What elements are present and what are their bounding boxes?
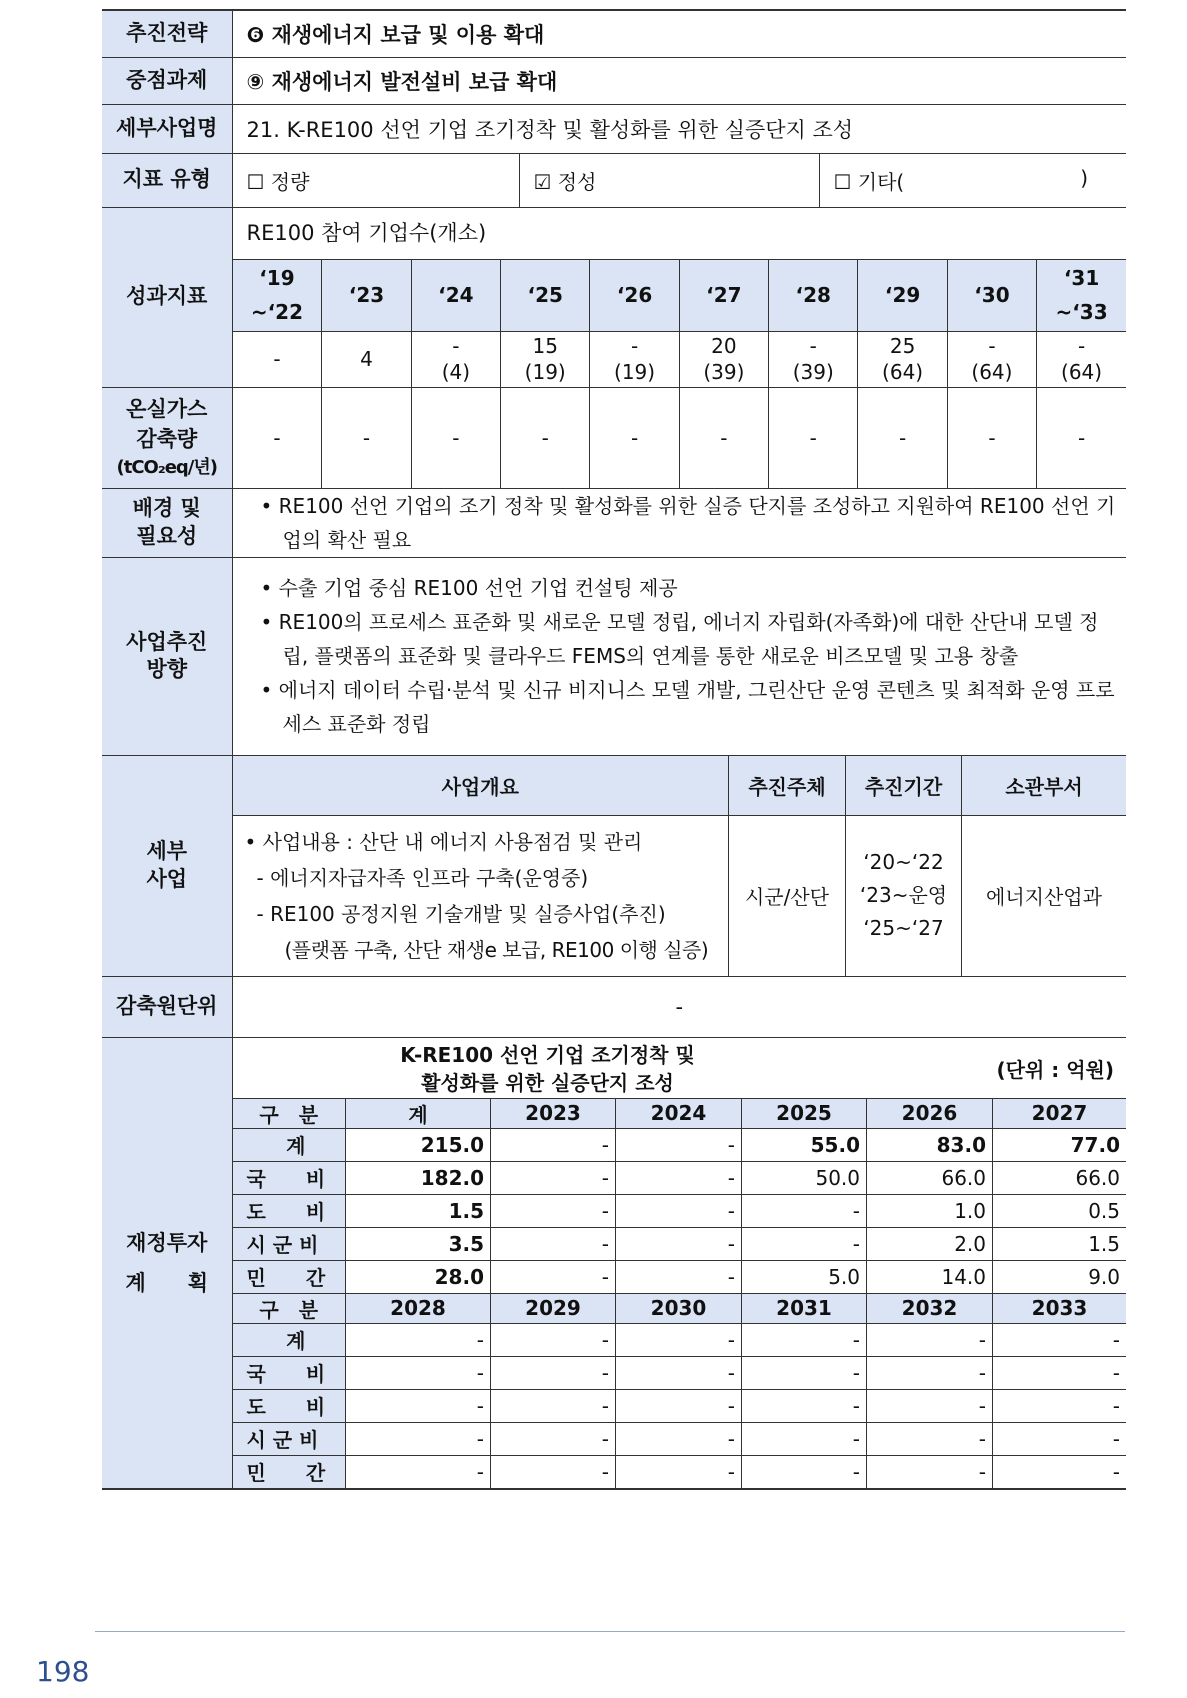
ghg-value: - [411, 388, 500, 488]
background-label-line2: 필요성 [136, 523, 198, 548]
performance-value-cumulative: (39) [703, 360, 745, 385]
performance-value-annual: 25 [889, 334, 916, 359]
performance-year: ‘26 [590, 260, 679, 332]
finance-row-label: 도 비 [233, 1389, 346, 1422]
finance-row-label: 시 군 비 [233, 1227, 346, 1260]
performance-value-cumulative: (64) [971, 360, 1013, 385]
project-sheet [102, 9, 1126, 1490]
performance-year: ‘30 [947, 260, 1036, 332]
finance-cell: 182.0 [346, 1161, 491, 1194]
ghg-value: - [1037, 388, 1126, 488]
finance-cell: - [616, 1389, 742, 1422]
finance-cell: - [346, 1356, 491, 1389]
finance-header-cell: 2024 [616, 1099, 742, 1129]
detail-period-line: ‘20~‘22 [863, 850, 944, 875]
finance-row-label: 계 [233, 1128, 346, 1161]
indicator-option-other [819, 154, 1126, 207]
finance-cell: - [491, 1128, 616, 1161]
finance-cell: - [742, 1422, 867, 1455]
page-number: 198 [36, 1655, 90, 1688]
performance-value-annual: - [1077, 334, 1086, 359]
finance-cell: - [867, 1323, 993, 1356]
finance-header-cell: 구 분 [233, 1099, 346, 1129]
direction-label-line1: 사업추진 [126, 629, 208, 654]
finance-cell: 5.0 [742, 1260, 867, 1293]
detail-period-line: ‘25~‘27 [863, 916, 944, 941]
ghg-value: - [947, 388, 1036, 488]
finance-cell: 1.5 [993, 1227, 1127, 1260]
finance-cell: - [346, 1323, 491, 1356]
ghg-label-line2: 감축량 [136, 427, 198, 452]
finance-header-cell: 2033 [993, 1293, 1127, 1323]
finance-cell: - [742, 1389, 867, 1422]
finance-cell: 83.0 [867, 1128, 993, 1161]
finance-cell: - [742, 1323, 867, 1356]
finance-cell: 1.0 [867, 1194, 993, 1227]
detail-label-line1: 세부 [146, 839, 188, 864]
finance-cell: - [993, 1455, 1127, 1488]
direction-label [102, 557, 232, 755]
performance-value-cumulative: (64) [882, 360, 924, 385]
project-row [102, 104, 1126, 153]
finance-header-cell: 2026 [867, 1099, 993, 1129]
finance-cell: - [616, 1455, 742, 1488]
finance-title-line1: K-RE100 선언 기업 조기정착 및 [400, 1042, 695, 1067]
project-table [102, 9, 1126, 1490]
finance-cell: - [491, 1422, 616, 1455]
indicator-option-other-label: ☐ 기타( [833, 169, 905, 194]
performance-value-annual: - [630, 334, 639, 359]
footer-divider [95, 1631, 1125, 1632]
reduction-unit-label: 감축원단위 [102, 976, 232, 1037]
detail-header-entity: 추진주체 [729, 756, 846, 816]
finance-header-cell: 2031 [742, 1293, 867, 1323]
performance-value-annual: 4 [360, 347, 373, 372]
performance-value [769, 332, 858, 387]
ghg-value: - [501, 388, 590, 488]
finance-cell: - [491, 1356, 616, 1389]
finance-row [102, 1037, 1126, 1489]
performance-year: ‘27 [679, 260, 768, 332]
direction-label-line2: 방향 [146, 657, 188, 681]
performance-value-annual: - [273, 347, 281, 372]
indicator-option-quantitative: ☐ 정량 [233, 154, 520, 207]
detail-overview-line: • 사업내용 : 산단 내 에너지 사용점검 및 관리 [244, 829, 643, 854]
finance-cell: 77.0 [993, 1128, 1127, 1161]
background-label-line1: 배경 및 [132, 496, 201, 521]
finance-cell: - [616, 1161, 742, 1194]
performance-value [947, 332, 1036, 387]
finance-header-cell: 2027 [993, 1099, 1127, 1129]
performance-value-annual: 20 [711, 334, 737, 359]
ghg-value: - [769, 388, 858, 488]
finance-cell: - [616, 1260, 742, 1293]
finance-cell: - [491, 1389, 616, 1422]
performance-year: ‘31 ~‘33 [1037, 260, 1126, 332]
finance-cell: - [993, 1356, 1127, 1389]
finance-cell: 28.0 [346, 1260, 491, 1293]
finance-header-row [233, 1099, 1127, 1129]
finance-cell: - [616, 1422, 742, 1455]
finance-label-line1: 재정투자 [126, 1230, 208, 1255]
strategy-value: ❻ 재생에너지 보급 및 이용 확대 [232, 10, 1126, 57]
finance-header-cell: 2029 [491, 1293, 616, 1323]
performance-value [679, 332, 768, 387]
ghg-value: - [322, 388, 411, 488]
project-value: 21. K-RE100 선언 기업 조기정착 및 활성화를 위한 실증단지 조성 [232, 104, 1126, 153]
finance-row-label: 민 간 [233, 1455, 346, 1488]
project-label: 세부사업명 [102, 104, 232, 153]
direction-row [102, 557, 1126, 755]
indicator-option-other-close: ) [1080, 165, 1088, 190]
performance-value [1037, 332, 1126, 387]
finance-cell: - [491, 1194, 616, 1227]
indicator-type-row [102, 153, 1126, 207]
finance-cell: - [616, 1323, 742, 1356]
finance-cell: - [993, 1323, 1127, 1356]
performance-value [858, 332, 947, 387]
detail-overview-line: (플랫폼 구축, 산단 재생e 보급, RE100 이행 실증) [284, 937, 709, 962]
finance-cell: 50.0 [742, 1161, 867, 1194]
background-item: • RE100 선언 기업의 조기 정착 및 활성화를 위한 실증 단지를 조성하고 지원하여 RE100 선언 기업의 확산 필요 [260, 493, 1116, 552]
finance-row-label: 국 비 [233, 1356, 346, 1389]
performance-table [233, 260, 1127, 387]
finance-cell: - [867, 1389, 993, 1422]
finance-cell: 9.0 [993, 1260, 1127, 1293]
strategy-label: 추진전략 [102, 10, 232, 57]
finance-header-cell: 2030 [616, 1293, 742, 1323]
finance-row [233, 1227, 1127, 1260]
finance-unit: (단위 : 억원) [996, 1057, 1114, 1082]
performance-value [233, 332, 322, 387]
finance-cell: - [616, 1227, 742, 1260]
finance-cell: - [742, 1356, 867, 1389]
detail-overview [233, 816, 729, 976]
ghg-value: - [233, 388, 322, 488]
finance-row-label: 계 [233, 1323, 346, 1356]
detail-row [102, 755, 1126, 976]
detail-overview-line: - RE100 공정지원 기술개발 및 실증사업(추진) [256, 901, 666, 926]
ghg-value: - [858, 388, 947, 488]
finance-cell: - [742, 1194, 867, 1227]
detail-overview-line: - 에너지자급자족 인프라 구축(운영중) [256, 865, 589, 890]
ghg-row [102, 387, 1126, 488]
performance-year: ‘24 [411, 260, 500, 332]
background-row [102, 488, 1126, 557]
finance-cell: - [993, 1389, 1127, 1422]
performance-year: ‘23 [322, 260, 411, 332]
finance-row [233, 1389, 1127, 1422]
finance-header-cell: 구 분 [233, 1293, 346, 1323]
finance-header-cell: 2032 [867, 1293, 993, 1323]
finance-cell: - [616, 1194, 742, 1227]
ghg-label-line1: 온실가스 [126, 397, 208, 422]
finance-row [233, 1356, 1127, 1389]
finance-row [233, 1161, 1127, 1194]
finance-cell: - [346, 1455, 491, 1488]
finance-label [102, 1037, 232, 1489]
detail-entity: 시군/산단 [729, 816, 846, 976]
finance-row [233, 1422, 1127, 1455]
performance-value-cumulative: (64) [1061, 360, 1103, 385]
detail-header-dept: 소관부서 [962, 756, 1127, 816]
finance-cell: - [742, 1227, 867, 1260]
performance-value-annual: - [809, 334, 817, 359]
finance-cell: - [742, 1455, 867, 1488]
finance-row-label: 도 비 [233, 1194, 346, 1227]
strategy-row [102, 10, 1126, 57]
direction-item: • RE100의 프로세스 표준화 및 새로운 모델 정립, 에너지 자립화(자족화)에 대한 산단내 모델 정립, 플랫폼의 표준화 및 클라우드 FEMS의 연계를 통한 새로운 비즈모델 및 고용 창출 [260, 610, 1099, 668]
detail-label-line2: 사업 [146, 866, 188, 891]
finance-cell: 215.0 [346, 1128, 491, 1161]
task-value: ⑨ 재생에너지 발전설비 보급 확대 [232, 57, 1126, 104]
finance-row [233, 1323, 1127, 1356]
performance-value-cumulative: (39) [792, 360, 834, 385]
finance-cell: - [491, 1455, 616, 1488]
ghg-label-unit: (tCO₂eq/년) [116, 456, 217, 478]
finance-cell: - [867, 1455, 993, 1488]
ghg-value: - [679, 388, 768, 488]
finance-row-label: 국 비 [233, 1161, 346, 1194]
finance-row [233, 1260, 1127, 1293]
performance-value-cumulative: (19) [524, 360, 566, 385]
performance-value-annual: - [988, 334, 996, 359]
finance-row [233, 1194, 1127, 1227]
performance-year: ‘19 ~‘22 [233, 260, 322, 332]
performance-value-annual: - [452, 334, 460, 359]
detail-header-period: 추진기간 [846, 756, 962, 816]
performance-year: ‘25 [501, 260, 590, 332]
performance-value [501, 332, 590, 387]
finance-header-cell: 2028 [346, 1293, 491, 1323]
performance-year: ‘29 [858, 260, 947, 332]
direction-item: • 수출 기업 중심 RE100 선언 기업 컨설팅 제공 [260, 576, 678, 600]
finance-cell: 0.5 [993, 1194, 1127, 1227]
performance-row [102, 207, 1126, 387]
finance-header-cell: 2025 [742, 1099, 867, 1129]
detail-periods [846, 816, 962, 976]
finance-cell: 3.5 [346, 1227, 491, 1260]
performance-label: 성과지표 [102, 207, 232, 387]
finance-cell: - [491, 1323, 616, 1356]
performance-value [322, 332, 411, 387]
detail-header-overview: 사업개요 [233, 756, 729, 816]
finance-cell: - [993, 1422, 1127, 1455]
finance-row-label: 민 간 [233, 1260, 346, 1293]
ghg-value: - [590, 388, 679, 488]
finance-cell: 55.0 [742, 1128, 867, 1161]
finance-cell: 1.5 [346, 1194, 491, 1227]
performance-value-cumulative: (4) [441, 360, 471, 385]
detail-label [102, 755, 232, 976]
ghg-label [102, 387, 232, 488]
finance-cell: 66.0 [993, 1161, 1127, 1194]
reduction-unit-value: - [232, 976, 1126, 1037]
finance-header-cell: 계 [346, 1099, 491, 1129]
task-label: 중점과제 [102, 57, 232, 104]
finance-row [233, 1455, 1127, 1488]
finance-cell: 2.0 [867, 1227, 993, 1260]
finance-table [233, 1099, 1127, 1489]
detail-period-line: ‘23~운영 [859, 883, 948, 908]
finance-cell: 66.0 [867, 1161, 993, 1194]
reduction-unit-row [102, 976, 1126, 1037]
performance-year: ‘28 [769, 260, 858, 332]
finance-cell: - [616, 1356, 742, 1389]
finance-title [233, 1041, 863, 1097]
finance-cell: - [867, 1422, 993, 1455]
detail-dept: 에너지산업과 [962, 816, 1127, 976]
performance-value [590, 332, 679, 387]
finance-row-label: 시 군 비 [233, 1422, 346, 1455]
finance-title-bar [233, 1038, 1127, 1099]
performance-value-annual: 15 [532, 334, 558, 359]
finance-cell: - [616, 1128, 742, 1161]
indicator-option-qualitative: ☑ 정성 [519, 154, 819, 207]
finance-label-line2: 계 획 [125, 1270, 209, 1295]
finance-cell: 14.0 [867, 1260, 993, 1293]
finance-cell: - [346, 1422, 491, 1455]
task-row [102, 57, 1126, 104]
performance-title: RE100 참여 기업수(개소) [233, 208, 1127, 260]
finance-row [233, 1128, 1127, 1161]
finance-header-cell: 2023 [491, 1099, 616, 1129]
finance-cell: - [346, 1389, 491, 1422]
performance-value [411, 332, 500, 387]
direction-item: • 에너지 데이터 수립·분석 및 신규 비지니스 모델 개발, 그린산단 운영 콘텐츠 및 최적화 운영 프로세스 표준화 정립 [260, 678, 1115, 736]
finance-cell: - [491, 1227, 616, 1260]
finance-cell: - [867, 1356, 993, 1389]
finance-title-line2: 활성화를 위한 실증단지 조성 [421, 1070, 674, 1095]
finance-cell: - [491, 1260, 616, 1293]
indicator-type-label: 지표 유형 [102, 153, 232, 207]
finance-cell: - [491, 1161, 616, 1194]
background-label [102, 488, 232, 557]
finance-header-row [233, 1293, 1127, 1323]
performance-value-cumulative: (19) [614, 360, 656, 385]
detail-table [233, 756, 1127, 976]
